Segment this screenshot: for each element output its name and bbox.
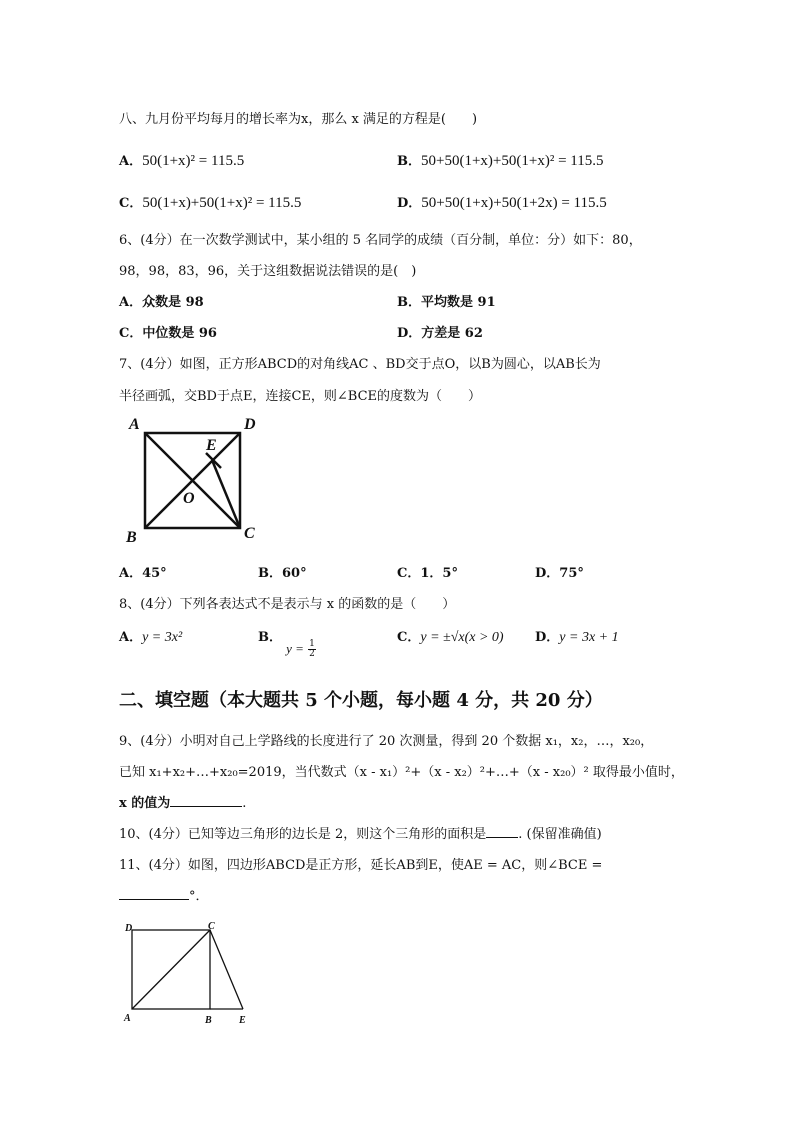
q11-line-2-suffix: °． — [189, 889, 209, 904]
label-b: B — [205, 1015, 212, 1026]
q7-line-2: 半径画弧，交BD于点E，连接CE，则∠BCE的度数为（ ） — [119, 389, 482, 404]
q7-square-figure — [120, 410, 270, 550]
q8-option-d — [535, 626, 619, 646]
q9-line-2: 已知 x₁+x₂+…+x₂₀=2019，当代数式（x - x₁）²+（x - x₂）²+…+（x - x₂₀）² 取得最小值时， — [119, 765, 684, 780]
q6-option-d — [397, 322, 483, 341]
option-label: C． — [397, 630, 421, 645]
q5-stem: 八、九月份平均每月的增长率为x，那么 x 满足的方程是( ) — [119, 112, 478, 127]
q7-option-d — [535, 562, 584, 581]
option-label: C． — [119, 196, 143, 211]
expr-prefix: y = — [286, 641, 304, 656]
label-c: C — [244, 525, 255, 542]
q6-option-b — [397, 291, 496, 310]
label-o: O — [183, 490, 195, 507]
q9-line-1: 9、(4分）小明对自己上学路线的长度进行了 20 次测量，得到 20 个数据 x₁，x₂，…，x₂₀， — [119, 734, 654, 749]
label-e: E — [206, 437, 217, 454]
option-text: 45° — [142, 566, 167, 581]
option-text: 中位数是 96 — [142, 326, 217, 341]
option-expr: 50(1+x)+50(1+x)² = 115.5 — [142, 195, 302, 211]
option-text: 1．5° — [420, 566, 458, 581]
q10-line — [119, 823, 602, 842]
q5-option-a — [119, 150, 244, 170]
q7-line-1: 7、(4分）如图，正方形ABCD的对角线AC 、BD交于点O，以B为圆心，以AB长为 — [119, 357, 601, 372]
q10-prefix: 10、(4分）已知等边三角形的边长是 2，则这个三角形的面积是 — [119, 827, 487, 842]
option-label: B． — [258, 630, 282, 645]
section-title: 二、填空题（本大题共 5 个小题，每小题 4 分，共 20 分） — [119, 690, 603, 711]
option-label: D． — [397, 326, 422, 341]
q7-option-b — [258, 562, 307, 581]
q7-option-a — [119, 562, 167, 581]
option-label: D． — [397, 196, 422, 211]
option-text: 平均数是 91 — [421, 295, 496, 310]
label-a: A — [124, 1013, 131, 1024]
option-expr: y = ±√x(x > 0) — [420, 630, 504, 645]
q9-line-3-suffix: . — [242, 796, 247, 811]
option-expr: 50+50(1+x)+50(1+x)² = 115.5 — [421, 153, 604, 169]
option-label: C． — [119, 326, 143, 341]
label-d: D — [125, 923, 133, 934]
q6-option-c — [119, 322, 217, 341]
q6-option-a — [119, 291, 204, 310]
q8-option-c — [397, 626, 504, 646]
option-text: 方差是 62 — [421, 326, 483, 341]
segment-ce — [210, 930, 243, 1009]
q8-option-a — [119, 626, 182, 646]
q5-option-b — [397, 150, 603, 170]
option-label: D． — [535, 630, 560, 645]
q11-square-figure — [118, 918, 258, 1033]
q11-line-1: 11、(4分）如图，四边形ABCD是正方形，延长AB到E，使AE = AC，则∠BCE = — [119, 858, 603, 873]
segment-ce — [212, 460, 240, 528]
q7-option-c — [397, 562, 458, 581]
option-label: A． — [119, 154, 143, 169]
q6-line-1: 6、(4分）在一次数学测试中，某小组的 5 名同学的成绩（百分制，单位：分）如下：80， — [119, 233, 642, 248]
option-text: 60° — [282, 566, 307, 581]
option-expr: 50+50(1+x)+50(1+2x) = 115.5 — [421, 195, 607, 211]
label-d: D — [244, 416, 256, 433]
option-expr: 50(1+x)² = 115.5 — [142, 153, 245, 169]
q10-suffix: . (保留准确值) — [518, 827, 602, 842]
option-text: 75° — [559, 566, 584, 581]
q11-line-2 — [119, 885, 209, 904]
option-label: A． — [119, 295, 143, 310]
fraction — [308, 640, 316, 659]
option-expr: y = 3x² — [142, 630, 183, 645]
option-expr — [286, 640, 316, 659]
option-label: B． — [258, 566, 282, 581]
q9-line-3 — [119, 792, 246, 811]
fraction-denominator: 2 — [309, 649, 315, 659]
option-label: B． — [397, 295, 421, 310]
label-e: E — [239, 1015, 246, 1026]
q5-option-c — [119, 192, 301, 212]
fraction-numerator: 1 — [309, 639, 315, 649]
answer-blank-q9[interactable] — [170, 794, 242, 807]
answer-blank-q11[interactable] — [119, 887, 189, 900]
option-label: A． — [119, 630, 143, 645]
q8-option-b — [258, 626, 316, 659]
option-label: B． — [397, 154, 421, 169]
label-a: A — [129, 416, 140, 433]
label-c: C — [208, 921, 215, 932]
diagonal-ac — [132, 930, 210, 1009]
q6-line-2: 98，98，83，96，关于这组数据说法错误的是( ) — [119, 264, 417, 279]
q9-line-3-prefix: x 的值为 — [119, 796, 171, 811]
q8-stem: 8、(4分）下列各表达式不是表示与 x 的函数的是（ ） — [119, 597, 456, 612]
option-label: D． — [535, 566, 560, 581]
label-b: B — [126, 529, 137, 546]
option-label: A． — [119, 566, 143, 581]
option-expr: y = 3x + 1 — [559, 630, 619, 645]
option-label: C． — [397, 566, 421, 581]
answer-blank-q10[interactable] — [486, 825, 518, 838]
option-text: 众数是 98 — [142, 295, 204, 310]
q5-option-d — [397, 192, 607, 212]
